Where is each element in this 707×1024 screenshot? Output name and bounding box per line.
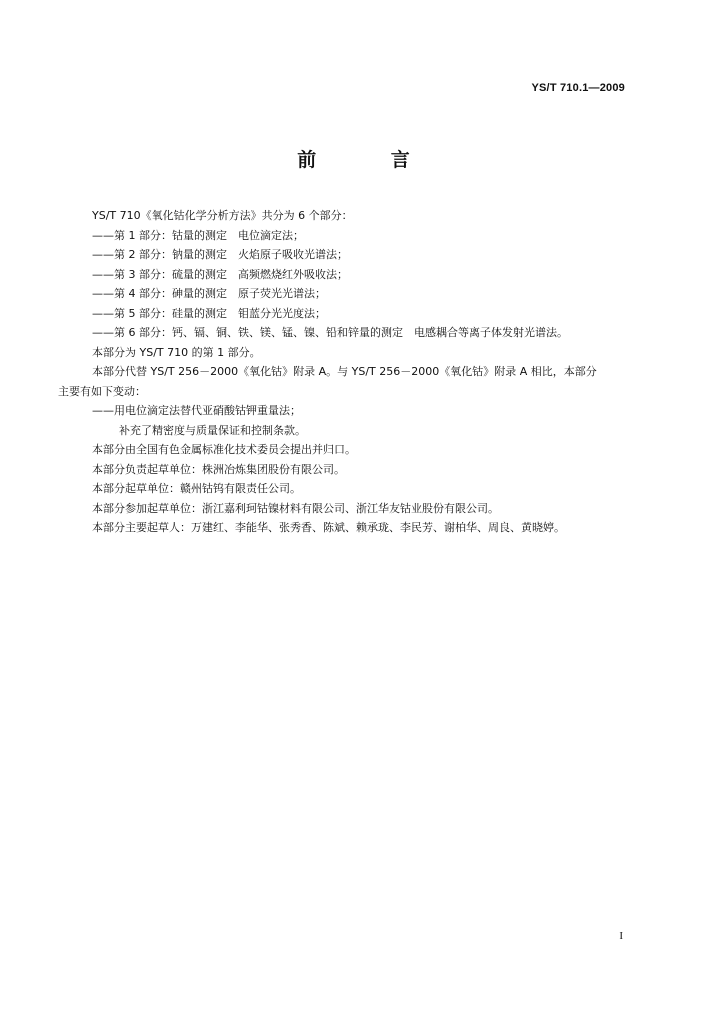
paragraph-part-statement: 本部分为 YS/T 710 的第 1 部分。 — [92, 345, 261, 359]
paragraph-drafting-unit: 本部分起草单位：赣州钴钨有限责任公司。 — [92, 482, 301, 495]
list-item-part-1: ——第 1 部分：钴量的测定 电位滴定法； — [92, 228, 304, 242]
paragraph-responsible-drafter: 本部分负责起草单位：株洲冶炼集团股份有限公司。 — [92, 462, 345, 476]
list-item-change-2: 补充了精密度与质量保证和控制条款。 — [119, 423, 306, 437]
list-item-part-4: ——第 4 部分：砷量的测定 原子荧光光谱法； — [92, 287, 326, 300]
page-title: 前 言 — [297, 149, 444, 171]
paragraph-participating-units: 本部分参加起草单位：浙江嘉利珂钴镍材料有限公司、浙江华友钴业股份有限公司。 — [92, 501, 499, 515]
paragraph-intro: YS/T 710《氧化钴化学分析方法》共分为 6 个部分： — [92, 209, 353, 222]
list-item-part-2: ——第 2 部分：钠量的测定 火焰原子吸收光谱法； — [92, 248, 348, 261]
foreword-body — [58, 206, 640, 538]
paragraph-main-drafters: 本部分主要起草人：万建红、李能华、张秀香、陈斌、赖承珑、李民芳、谢柏华、周良、黄晓婷。 — [92, 521, 565, 534]
standard-code: YS/T 710.1—2009 — [531, 82, 625, 94]
list-item-change-1: ——用电位滴定法替代亚硝酸钴钾重量法； — [92, 404, 301, 417]
page-number: I — [619, 930, 623, 942]
list-item-part-6: ——第 6 部分：钙、镉、铜、铁、镁、锰、镍、铅和锌量的测定 电感耦合等离子体发射光谱法。 — [92, 326, 568, 339]
paragraph-replacement: 本部分代替 YS/T 256－2000《氧化钴》附录 A。与 YS/T 256－2000《氧化钴》附录 A 相比，本部分 — [92, 365, 597, 378]
paragraph-proposed-by: 本部分由全国有色金属标准化技术委员会提出并归口。 — [92, 443, 356, 456]
list-item-part-5: ——第 5 部分：硅量的测定 钼蓝分光光度法； — [92, 306, 326, 320]
list-item-part-3: ——第 3 部分：硫量的测定 高频燃烧红外吸收法； — [92, 267, 348, 281]
paragraph-replacement-continued: 主要有如下变动： — [58, 384, 146, 398]
